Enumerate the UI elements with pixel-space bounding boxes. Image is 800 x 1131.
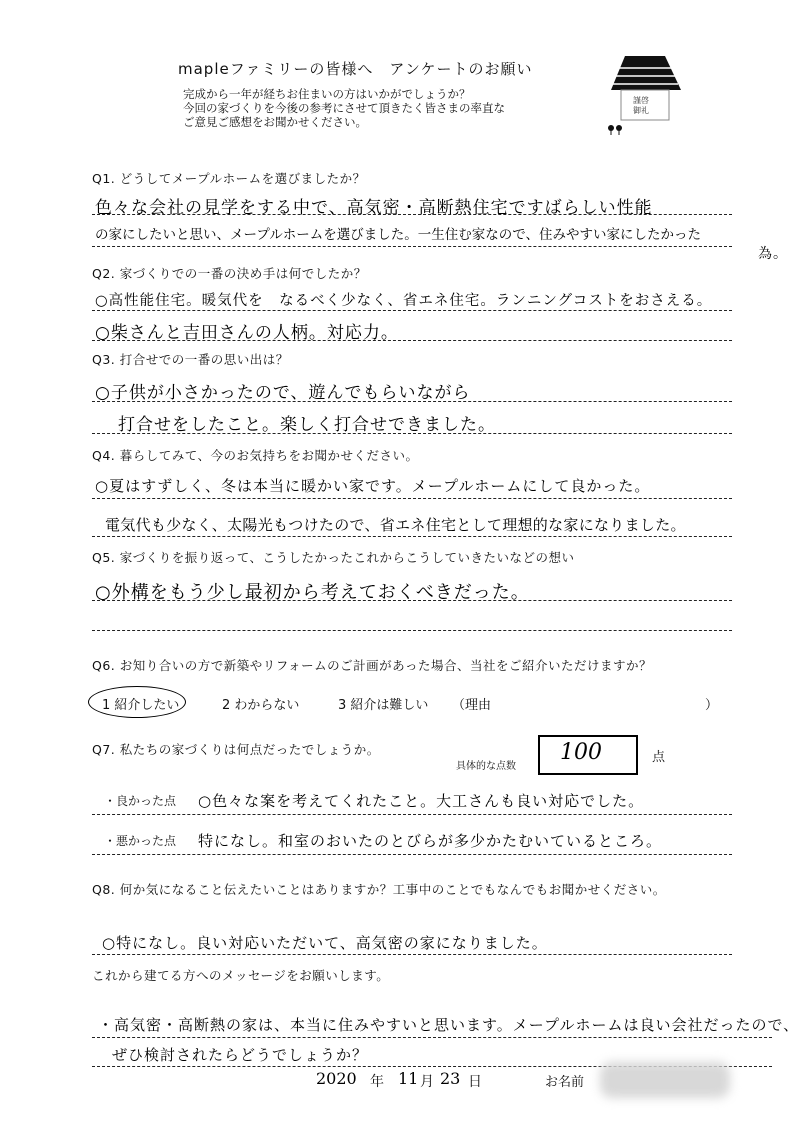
score-label: 具体的な点数 — [456, 761, 516, 772]
house-roof — [611, 56, 681, 90]
divider — [92, 1037, 772, 1038]
score-value: 100 — [560, 740, 602, 765]
score-unit: 点 — [652, 750, 666, 765]
divider — [92, 433, 732, 434]
name-redacted — [600, 1062, 730, 1098]
q1-answer-line-2: の家にしたいと思い、メープルホームを選びました。一生住む家なので、住みやすい家にしたかった — [95, 227, 702, 243]
divider — [92, 246, 732, 247]
q2-question: Q2. 家づくりでの一番の決め手は何でしたか？ — [92, 266, 367, 281]
q2-answer-line-2: ○柴さんと吉田さんの人柄。対応力。 — [95, 323, 399, 343]
q3-answer-line-1: ○子供が小さかったので、遊んでもらいながら — [95, 383, 471, 403]
divider — [92, 340, 732, 341]
divider — [92, 498, 732, 499]
q6-option-3[interactable]: 3 紹介は難しい — [338, 698, 429, 713]
q6-question: Q6. お知り合いの方で新築やリフォームのご計画があった場合、当社をご紹介いただけますか？ — [92, 658, 652, 673]
divider — [92, 854, 732, 855]
divider — [92, 600, 732, 601]
date-day-unit: 日 — [468, 1074, 482, 1090]
q5-answer-line-1: ○外構をもう少し最初から考えておくべきだった。 — [95, 582, 530, 603]
q2-answer-line-1: ○高性能住宅。暖気代を なるべく少なく、省エネ住宅。ランニングコストをおさえる。 — [95, 293, 713, 309]
date-day: 23 — [440, 1069, 461, 1088]
q7-question: Q7. 私たちの家づくりは何点だったでしょうか。 — [92, 742, 380, 757]
q8-question: Q8. 何か気になること伝えたいことはありますか？工事中のことでもなんでもお聞かせください。 — [92, 882, 666, 897]
good-points-label: ・良かった点 — [104, 794, 177, 808]
house-sign: 謹啓 御礼 — [633, 96, 649, 115]
good-points-answer: ○色々な案を考えてくれたこと。大工さんも良い対応でした。 — [198, 792, 645, 810]
q6-option-1[interactable]: 1 紹介したい — [102, 698, 180, 713]
divider — [92, 814, 732, 815]
q5-question: Q5. 家づくりを振り返って、こうしたかったこれからこうしていきたいなどの想い — [92, 550, 575, 565]
date-month-unit: 月 — [420, 1074, 434, 1090]
divider — [92, 401, 732, 402]
q1-answer-line-3: 為。 — [758, 246, 788, 262]
message-label: これから建てる方へのメッセージをお願いします。 — [92, 968, 390, 983]
divider — [92, 310, 732, 311]
date-month: 11 — [398, 1069, 419, 1088]
bad-points-label: ・悪かった点 — [104, 834, 177, 848]
q8-answer-line-1: ○特になし。良い対応いただいて、高気密の家になりました。 — [102, 934, 548, 952]
message-answer-line-1: ・高気密・高断熱の家は、本当に住みやすいと思います。メープルホームは良い会社だったので、 — [98, 1016, 800, 1034]
bad-points-answer: 特になし。和室のおいたのとびらが多少かたむいているところ。 — [198, 832, 663, 850]
q4-question: Q4. 暮らしてみて、今のお気持ちをお聞かせください。 — [92, 448, 419, 463]
q1-answer-line-1: 色々な会社の見学をする中で、高気密・高断熱住宅ですばらしい性能 — [95, 198, 653, 218]
divider — [92, 536, 732, 537]
name-label: お名前 — [545, 1075, 585, 1090]
date-year: 2020 — [316, 1069, 357, 1088]
survey-title: mapleファミリーの皆様へ アンケートのお願い — [178, 60, 533, 78]
q6-option-2[interactable]: 2 わからない — [222, 698, 300, 713]
intro-line-3: ご意見ご感想をお聞かせください。 — [183, 115, 367, 129]
message-answer-line-2: ぜひ検討されたらどうでしょうか？ — [112, 1046, 369, 1064]
q4-answer-line-1: ○夏はすずしく、冬は本当に暖かい家です。メープルホームにして良かった。 — [95, 477, 651, 495]
divider — [92, 954, 732, 955]
q1-question: Q1. どうしてメープルホームを選びましたか？ — [92, 171, 366, 186]
q6-reason-label: （理由 — [452, 698, 492, 713]
divider — [92, 630, 732, 631]
date-year-unit: 年 — [370, 1074, 384, 1090]
q6-reason-close: ） — [705, 698, 719, 713]
q3-question: Q3. 打合せでの一番の思い出は？ — [92, 352, 289, 367]
house-illustration — [605, 46, 685, 136]
intro-line-1: 完成から一年が経ちお住まいの方はいかがでしょうか？ — [183, 87, 471, 101]
q4-answer-line-2: 電気代も少なく、太陽光もつけたので、省エネ住宅として理想的な家になりました。 — [105, 516, 686, 534]
q3-answer-line-2: 打合せをしたこと。楽しく打合せできました。 — [118, 415, 496, 435]
intro-line-2: 今回の家づくりを今後の参考にさせて頂きたく皆さまの率直な — [183, 101, 505, 115]
divider — [92, 214, 732, 215]
